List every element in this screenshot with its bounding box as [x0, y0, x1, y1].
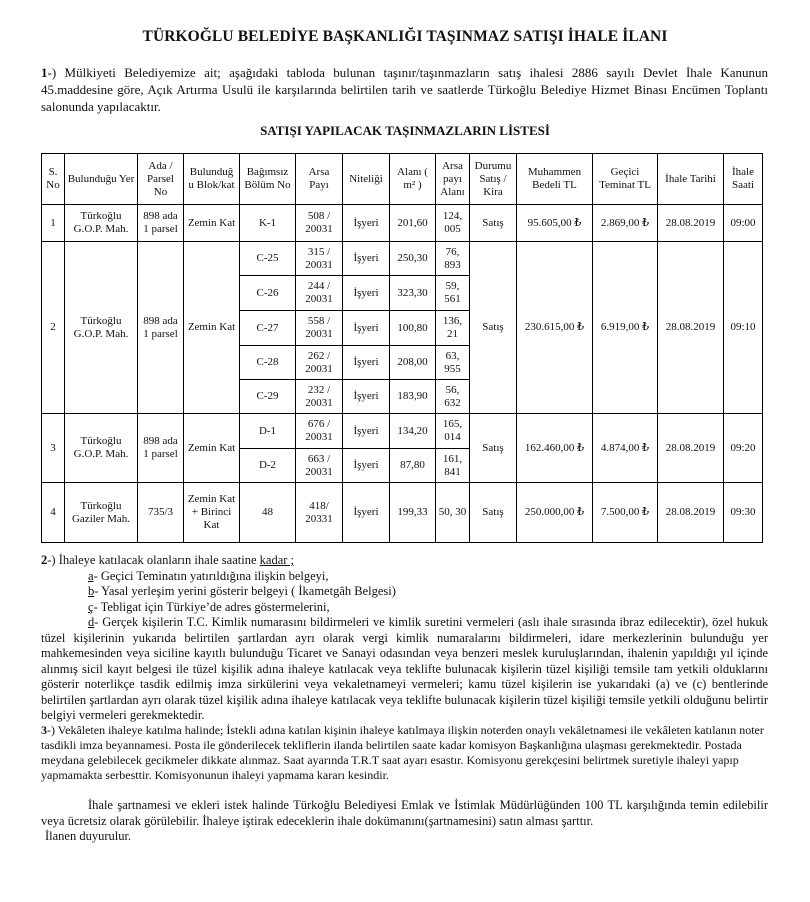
cell-type: İşyeri	[343, 205, 390, 242]
cell-area: 250,30	[390, 242, 436, 276]
list-item	[41, 584, 768, 600]
cell-unit: C-27	[240, 311, 296, 346]
item-text: - Yasal yerleşim yerini gösterir belgeyi ( İkametgâh Belgesi)	[94, 584, 396, 598]
cell-unit: C-25	[240, 242, 296, 276]
cell-unit: C-26	[240, 276, 296, 311]
cell-share-area: 63, 955	[436, 346, 470, 380]
cell-status: Satış	[470, 414, 517, 483]
item-letter: b	[88, 584, 95, 598]
section-3-text: -) Vekâleten ihaleye katılma halinde; İstekli adına katılan kişinin ihaleye katılmaya ilişkin noterden onaylı vekâletnamesi ile vekâleten katılanın noter tasdikli imza beyannamesi. Posta ile gönderilecek tekliflerin ilanda belirtilen saate kadar komisyon Başkanlığına ulaşması gerekmektedir. Postada meydana gelebilecek gecikmeler dikkate alınmaz. Saat ayarında T.R.T saat ayarı esastır. Komisyonu gerekçesini belirtmek suretiyle ihaleyi yapıp yapmamakta serbesttir. Komisyonunun ihaleyi yapmama kararı kesindir.	[41, 723, 764, 782]
header-sno: S. No	[42, 154, 65, 205]
cell-share: 232 / 20031	[296, 380, 343, 414]
cell-unit: D-1	[240, 414, 296, 449]
table-row	[42, 483, 763, 543]
item-text: - Geçici Teminatın yatırıldığına ilişkin belgeyi,	[93, 568, 329, 583]
cell-floor: Zemin Kat	[184, 242, 240, 414]
cell-price: 95.605,00 ₺	[517, 205, 593, 242]
cell-deposit: 6.919,00 ₺	[593, 242, 658, 414]
cell-price: 230.615,00 ₺	[517, 242, 593, 414]
list-item	[41, 615, 768, 724]
section-2	[41, 553, 768, 724]
section-2-intro-underlined: kadar ;	[259, 553, 294, 567]
list-item	[41, 569, 768, 585]
cell-time: 09:10	[724, 242, 763, 414]
cell-unit: 48	[240, 483, 296, 543]
cell-unit: C-29	[240, 380, 296, 414]
item-letter: d	[88, 615, 95, 629]
section-3-number: 3	[41, 723, 47, 737]
header-location: Bulunduğu Yer	[65, 154, 138, 205]
header-floor: Bulunduğ u Blok/kat	[184, 154, 240, 205]
header-price: Muhammen Bedeli TL	[517, 154, 593, 205]
cell-parcel: 735/3	[138, 483, 184, 543]
cell-share: 418/ 20331	[296, 483, 343, 543]
cell-share-area: 124, 005	[436, 205, 470, 242]
cell-type: İşyeri	[343, 483, 390, 543]
cell-parcel: 898 ada 1 parsel	[138, 242, 184, 414]
cell-unit: D-2	[240, 449, 296, 483]
cell-parcel: 898 ada 1 parsel	[138, 205, 184, 242]
cell-time: 09:30	[724, 483, 763, 543]
cell-type: İşyeri	[343, 449, 390, 483]
section-2-number: 2	[41, 553, 48, 567]
cell-location: Türkoğlu G.O.P. Mah.	[65, 242, 138, 414]
cell-status: Satış	[470, 205, 517, 242]
cell-share: 663 / 20031	[296, 449, 343, 483]
table-row	[42, 414, 763, 449]
header-type: Niteliği	[343, 154, 390, 205]
cell-time: 09:20	[724, 414, 763, 483]
cell-unit: C-28	[240, 346, 296, 380]
cell-share: 558 / 20031	[296, 311, 343, 346]
cell-date: 28.08.2019	[658, 414, 724, 483]
cell-area: 208,00	[390, 346, 436, 380]
cell-price: 250.000,00 ₺	[517, 483, 593, 543]
header-deposit: Geçici Teminat TL	[593, 154, 658, 205]
cell-date: 28.08.2019	[658, 242, 724, 414]
header-parcel: Ada / Parsel No	[138, 154, 184, 205]
section-1-number: 1	[41, 65, 48, 80]
cell-type: İşyeri	[343, 380, 390, 414]
cell-share-area: 161, 841	[436, 449, 470, 483]
table-row	[42, 242, 763, 276]
cell-date: 28.08.2019	[658, 483, 724, 543]
header-unit: Bağımsız Bölüm No	[240, 154, 296, 205]
cell-location: Türkoğlu G.O.P. Mah.	[65, 414, 138, 483]
cell-share-area: 136, 21	[436, 311, 470, 346]
cell-price: 162.460,00 ₺	[517, 414, 593, 483]
cell-type: İşyeri	[343, 346, 390, 380]
header-time: İhale Saati	[724, 154, 763, 205]
cell-share: 676 / 20031	[296, 414, 343, 449]
header-date: İhale Tarihi	[658, 154, 724, 205]
cell-deposit: 4.874,00 ₺	[593, 414, 658, 483]
cell-type: İşyeri	[343, 276, 390, 311]
cell-share: 262 / 20031	[296, 346, 343, 380]
cell-area: 199,33	[390, 483, 436, 543]
cell-no: 2	[42, 242, 65, 414]
table-header-row	[42, 154, 763, 205]
cell-floor: Zemin Kat	[184, 205, 240, 242]
header-share-area: Arsa payı Alanı	[436, 154, 470, 205]
section-4-text: İhale şartnamesi ve ekleri istek halinde Türkoğlu Belediyesi Emlak ve İstimlak Müdürlüğünden 100 TL karşılığında temin edilebilir veya ücretsiz olarak görülebilir. İhaleye iştirak edeceklerin ihale dokümanını(şartnamesini) satın alması şarttır.	[41, 798, 768, 828]
table-row	[42, 205, 763, 242]
section-2-intro-text: -) İhaleye katılacak olanların ihale saatine	[47, 553, 260, 567]
cell-unit: K-1	[240, 205, 296, 242]
cell-type: İşyeri	[343, 414, 390, 449]
item-text: - Gerçek kişilerin T.C. Kimlik numarasını bildirmeleri ve kimlik suretini vermeleri (aslı ihale sırasında ibraz edilecektir), özel hukuk tüzel kişilerinin yukarıda belirtilen şartlardan ayrı olarak vergi kimlik numaralarını bildirmeleri, idare merkezlerinin bulunduğu yer mahkemesinden veya siciline kayıtlı bulunduğu Ticaret ve Sanayi odasından veya benzeri meslek kuruluşlarından, ihalenin yapıldığı yıl içinde alınmış sicil kayıt belgesi ile tüzel kişilik adına ihaleye katılacak veya teklifte bulunacak kişilerin tüzel kişiliği temsile tam yetkili olduklarını gösterir noterlikçe tasdik edilmiş imza sirkülerini veya vekaletnameyi vermeleri; kamu tüzel kişilerin ise yukarıdaki (a) ve (c) bentlerinde belirtilen şartlardan ayrı olarak tüzel kişilik adına ihaleye katılacak veya teklifte bulunacak kişilerin tüzel kişiliği temsile yetkili olduğunu belirtir belgiyi vermeleri gerekmektedir.	[41, 615, 768, 722]
cell-area: 100,80	[390, 311, 436, 346]
document-title: TÜRKOĞLU BELEDİYE BAŞKANLIĞI TAŞINMAZ SATIŞI İHALE İLANI	[142, 28, 668, 45]
cell-parcel: 898 ada 1 parsel	[138, 414, 184, 483]
cell-area: 183,90	[390, 380, 436, 414]
item-letter: a	[88, 568, 94, 583]
cell-type: İşyeri	[343, 311, 390, 346]
property-table	[41, 153, 763, 543]
section-1-text: -) Mülkiyeti Belediyemize ait; aşağıdaki tabloda bulunan taşınır/taşınmazların satış ihalesi 2886 sayılı Devlet İhale Kanunun 45.maddesine göre, Açık Artırma Usulü ile karşılarında belirtilen tarih ve saatlerde Türkoğlu Belediye Hizmet Binası Encümen Toplantı salonunda yapılacaktır.	[41, 65, 768, 114]
header-area: Alanı ( m² )	[390, 154, 436, 205]
cell-type: İşyeri	[343, 242, 390, 276]
cell-floor: Zemin Kat + Birinci Kat	[184, 483, 240, 543]
cell-status: Satış	[470, 483, 517, 543]
cell-share-area: 56, 632	[436, 380, 470, 414]
cell-floor: Zemin Kat	[184, 414, 240, 483]
list-title: SATIŞI YAPILACAK TAŞINMAZLARIN LİSTESİ	[260, 123, 550, 138]
header-share: Arsa Payı	[296, 154, 343, 205]
item-letter: ç	[88, 599, 94, 614]
cell-area: 87,80	[390, 449, 436, 483]
cell-date: 28.08.2019	[658, 205, 724, 242]
cell-share-area: 76, 893	[436, 242, 470, 276]
cell-share: 315 / 20031	[296, 242, 343, 276]
cell-share: 508 / 20031	[296, 205, 343, 242]
cell-area: 323,30	[390, 276, 436, 311]
cell-no: 1	[42, 205, 65, 242]
cell-area: 201,60	[390, 205, 436, 242]
section-2-intro	[41, 553, 768, 569]
cell-status: Satış	[470, 242, 517, 414]
cell-location: Türkoğlu Gaziler Mah.	[65, 483, 138, 543]
cell-location: Türkoğlu G.O.P. Mah.	[65, 205, 138, 242]
section-1-paragraph	[41, 64, 768, 115]
cell-share-area: 165, 014	[436, 414, 470, 449]
item-text: - Tebligat için Türkiye’de adres göstermelerini,	[93, 599, 330, 614]
section-4	[41, 798, 768, 845]
cell-deposit: 7.500,00 ₺	[593, 483, 658, 543]
cell-share: 244 / 20031	[296, 276, 343, 311]
cell-area: 134,20	[390, 414, 436, 449]
header-status: Durumu Satış / Kira	[470, 154, 517, 205]
cell-no: 4	[42, 483, 65, 543]
section-3	[41, 723, 768, 783]
list-item	[41, 600, 768, 616]
cell-share-area: 59, 561	[436, 276, 470, 311]
cell-share-area: 50, 30	[436, 483, 470, 543]
cell-no: 3	[42, 414, 65, 483]
cell-deposit: 2.869,00 ₺	[593, 205, 658, 242]
closing-text: İlanen duyurulur.	[45, 829, 132, 843]
cell-time: 09:00	[724, 205, 763, 242]
